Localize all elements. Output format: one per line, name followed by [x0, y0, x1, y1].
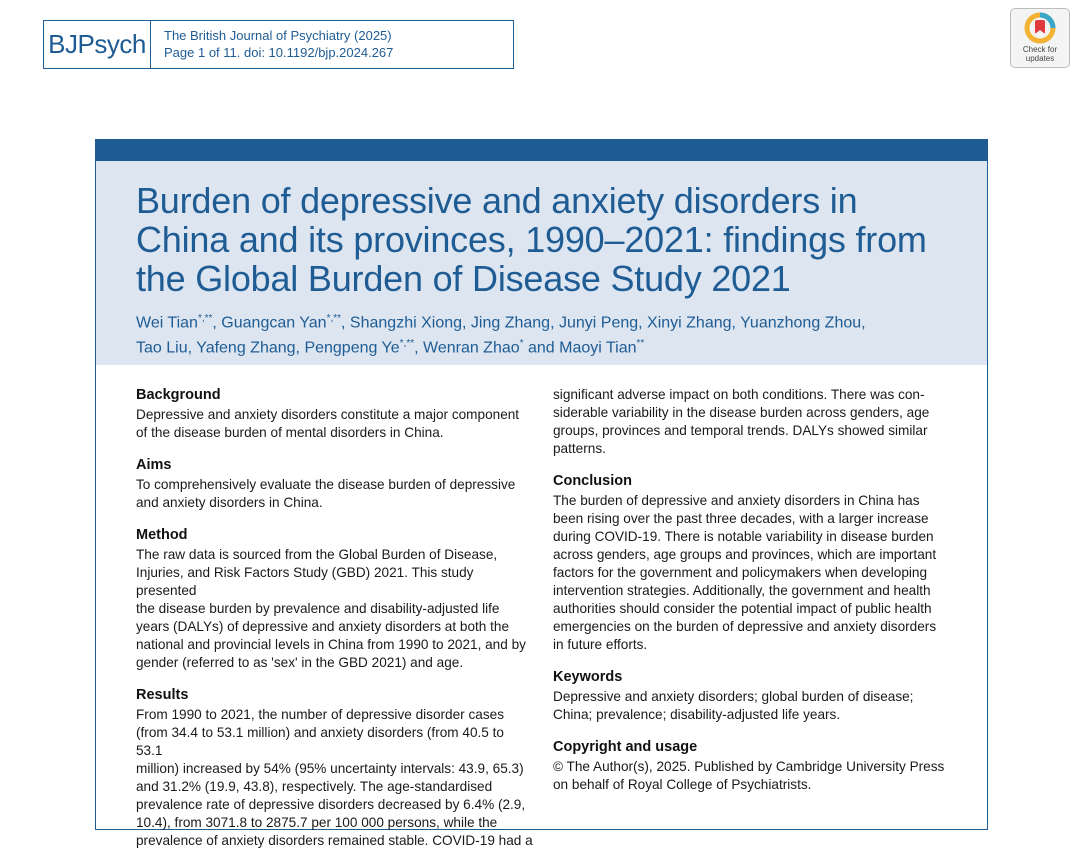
- author-affiliation-mark: *,**: [326, 313, 342, 324]
- text-line: emergencies on the burden of depressive and anxiety disorders: [553, 619, 937, 634]
- author-separator: and: [523, 339, 560, 357]
- author-separator: ,: [212, 314, 222, 332]
- author-separator: ,: [462, 314, 471, 332]
- author-name[interactable]: Wei Tian: [136, 314, 198, 332]
- text-line: intervention strategies. Additionally, the government and health: [553, 583, 931, 598]
- title-line: the Global Burden of Disease Study 2021: [136, 258, 791, 299]
- author-affiliation-mark: **: [636, 338, 645, 350]
- text-line: the disease burden by prevalence and disability-adjusted life: [136, 601, 500, 616]
- author-name[interactable]: Tao Liu: [136, 339, 188, 357]
- author-separator: ,: [187, 339, 197, 357]
- text-line: © The Author(s), 2025. Published by Cambridge University Press: [553, 759, 945, 774]
- check-updates-icon: [1024, 12, 1056, 44]
- aims-text: [136, 476, 534, 512]
- text-line: Injuries, and Risk Factors Study (GBD) 2021. This study presented: [136, 565, 474, 598]
- text-line: 10.4), from 3071.8 to 2875.7 per 100 000 persons, while the: [136, 815, 498, 830]
- journal-header: [43, 20, 514, 69]
- conclusion-heading: Conclusion: [553, 473, 632, 489]
- text-line: groups, provinces and temporal trends. DALYs showed similar: [553, 423, 928, 438]
- text-line: China; prevalence; disability-adjusted life years.: [553, 707, 841, 722]
- title-line: China and its provinces, 1990–2021: findings from: [136, 219, 927, 260]
- title-band: [96, 161, 987, 365]
- text-line: Depressive and anxiety disorders; global burden of disease;: [553, 689, 914, 704]
- text-line: during COVID-19. There is notable variability in disease burden: [553, 529, 934, 544]
- author-separator: ,: [414, 339, 423, 357]
- text-line: on behalf of Royal College of Psychiatrists.: [553, 777, 812, 792]
- text-line: and 31.2% (19.9, 43.8), respectively. The age-standardised: [136, 779, 493, 794]
- text-line: years (DALYs) of depressive and anxiety disorders at both the: [136, 619, 510, 634]
- author-affiliation-mark: *: [519, 338, 524, 350]
- author-affiliation-mark: *,**: [399, 338, 415, 350]
- text-line: prevalence of anxiety disorders remained stable. COVID-19 had a: [136, 833, 533, 848]
- logo-main: Psych: [77, 29, 146, 59]
- text-line: prevalence rate of depressive disorders decreased by 6.4% (2.9,: [136, 797, 526, 812]
- results-heading: Results: [136, 687, 189, 703]
- check-updates-label: Check for updates: [1022, 45, 1058, 63]
- text-line: national and provincial levels in China from 1990 to 2021, and by: [136, 637, 526, 652]
- check-for-updates-button[interactable]: [1010, 8, 1070, 68]
- author-separator: ,: [731, 314, 741, 332]
- results-text: [136, 706, 534, 850]
- abstract-right-column: [553, 386, 953, 808]
- text-line: of the disease burden of mental disorders in China.: [136, 425, 444, 440]
- author-list: [136, 308, 987, 359]
- keywords-heading: Keywords: [553, 669, 623, 685]
- text-line: The burden of depressive and anxiety disorders in China has: [553, 493, 920, 508]
- author-affiliation-mark: *,**: [197, 313, 213, 324]
- conclusion-text: [553, 492, 953, 654]
- author-name[interactable]: Yuanzhong Zhou: [740, 314, 862, 332]
- text-line: The raw data is sourced from the Global Burden of Disease,: [136, 547, 498, 562]
- text-line: million) increased by 54% (95% uncertainty intervals: 43.9, 65.3): [136, 761, 524, 776]
- author-name[interactable]: Shangzhi Xiong: [349, 314, 463, 332]
- logo-prefix: BJ: [48, 29, 78, 59]
- background-heading: Background: [136, 387, 221, 403]
- text-line: authorities should consider the potential impact of public health: [553, 601, 932, 616]
- author-name[interactable]: Xinyi Zhang: [647, 314, 732, 332]
- citation-line: Page 1 of 11. doi: 10.1192/bjp.2024.267: [164, 45, 394, 60]
- author-name[interactable]: Guangcan Yan: [221, 314, 327, 332]
- text-line: gender (referred to as 'sex' in the GBD 2021) and age.: [136, 655, 464, 670]
- copyright-text: [553, 758, 953, 794]
- text-line: Depressive and anxiety disorders constitute a major component: [136, 407, 520, 422]
- bjpsych-logo: [44, 21, 151, 68]
- article-panel: [95, 139, 988, 848]
- citation-block: [151, 21, 393, 68]
- results-text-continued: [553, 386, 953, 458]
- journal-year: (2025): [354, 28, 392, 43]
- text-line: been rising over the past three decades, with a larger increase: [553, 511, 929, 526]
- text-line: siderable variability in the disease burden across genders, age: [553, 405, 930, 420]
- aims-heading: Aims: [136, 457, 172, 473]
- author-separator: ,: [295, 339, 305, 357]
- keywords-text: [553, 688, 953, 724]
- author-separator: ,: [341, 314, 350, 332]
- abstract-left-column: [136, 386, 534, 864]
- author-name[interactable]: Pengpeng Ye: [304, 339, 400, 357]
- text-line: and anxiety disorders in China.: [136, 495, 323, 510]
- text-line: factors for the government and policymakers when developing: [553, 565, 928, 580]
- copyright-heading: Copyright and usage: [553, 739, 698, 755]
- top-color-bar: [96, 140, 987, 161]
- author-name[interactable]: Yafeng Zhang: [196, 339, 296, 357]
- text-line: (from 34.4 to 53.1 million) and anxiety disorders (from 40.5 to 53.1: [136, 725, 504, 758]
- text-line: To comprehensively evaluate the disease burden of depressive: [136, 477, 516, 492]
- author-name[interactable]: Jing Zhang: [470, 314, 551, 332]
- title-line: Burden of depressive and anxiety disorders in: [136, 180, 858, 221]
- method-heading: Method: [136, 527, 188, 543]
- author-name[interactable]: Wenran Zhao: [423, 339, 520, 357]
- author-separator: ,: [550, 314, 559, 332]
- text-line: patterns.: [553, 441, 606, 456]
- author-separator: ,: [861, 314, 866, 332]
- text-line: From 1990 to 2021, the number of depressive disorder cases: [136, 707, 504, 722]
- text-line: significant adverse impact on both conditions. There was con-: [553, 387, 925, 402]
- author-name[interactable]: Junyi Peng: [558, 314, 639, 332]
- author-name[interactable]: Maoyi Tian: [559, 339, 637, 357]
- author-separator: ,: [638, 314, 648, 332]
- text-line: across genders, age groups and provinces, which are important: [553, 547, 937, 562]
- background-text: [136, 406, 534, 442]
- text-line: in future efforts.: [553, 637, 648, 652]
- journal-name: The British Journal of Psychiatry: [164, 28, 351, 43]
- method-text: [136, 546, 534, 672]
- article-title: [136, 181, 987, 298]
